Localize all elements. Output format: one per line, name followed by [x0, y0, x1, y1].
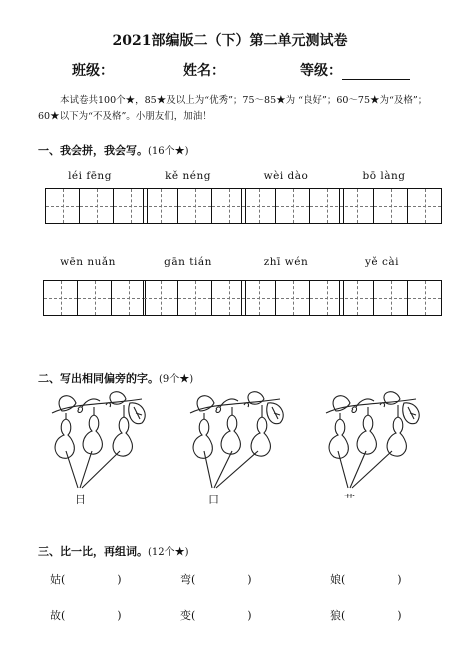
- word-item[interactable]: 弯( ): [180, 573, 252, 586]
- writing-grid[interactable]: [241, 188, 344, 224]
- word-item[interactable]: 娘( ): [330, 573, 402, 586]
- pinyin-label: léi fēng: [68, 170, 112, 182]
- pinyin-label: gān tián: [164, 256, 212, 268]
- writing-grid[interactable]: [241, 280, 344, 316]
- radical-2: 口: [208, 493, 219, 506]
- page-title: 2021部编版二（下）第二单元测试卷: [112, 33, 348, 49]
- pinyin-label: wèi dào: [263, 170, 309, 182]
- word-item[interactable]: 变( ): [180, 609, 252, 622]
- word-item[interactable]: 故( ): [50, 609, 122, 622]
- section2-heading: 二、写出相同偏旁的字。(9个★): [38, 372, 194, 385]
- grade-blank[interactable]: [342, 65, 410, 80]
- pinyin-label: wēn nuǎn: [60, 256, 116, 268]
- word-item[interactable]: 狼( ): [330, 609, 402, 622]
- pinyin-label: zhī wén: [263, 256, 309, 268]
- section1-heading: 一、我会拼，我会写。(16个★): [38, 144, 189, 157]
- writing-grid[interactable]: [339, 280, 442, 316]
- writing-grid[interactable]: [143, 188, 246, 224]
- pinyin-label: yě cài: [365, 256, 399, 268]
- pinyin-label: kě néng: [165, 170, 211, 182]
- writing-grid[interactable]: [45, 188, 148, 224]
- grade-label: 等级：: [300, 63, 342, 79]
- name-label: 姓名：: [183, 63, 225, 79]
- class-label: 班级：: [72, 63, 114, 79]
- intro-text: 本试卷共100个★，85★及以上为“优秀”；75～85★为 “良好”；60～75★为“及格”；60★以下为“不及格”。小朋友们，加油！: [38, 95, 428, 122]
- radical-3: 艹: [344, 493, 355, 506]
- word-item[interactable]: 姑( ): [50, 573, 122, 586]
- section3-heading: 三、比一比，再组词。(12个★): [38, 545, 189, 558]
- radical-1: 日: [75, 493, 86, 506]
- grade-field: [300, 60, 410, 80]
- pinyin-label: bō làng: [362, 170, 406, 182]
- gourd-vines-illustration: [0, 385, 460, 515]
- writing-grid[interactable]: [143, 280, 246, 316]
- writing-grid[interactable]: [339, 188, 442, 224]
- writing-grid[interactable]: [43, 280, 146, 316]
